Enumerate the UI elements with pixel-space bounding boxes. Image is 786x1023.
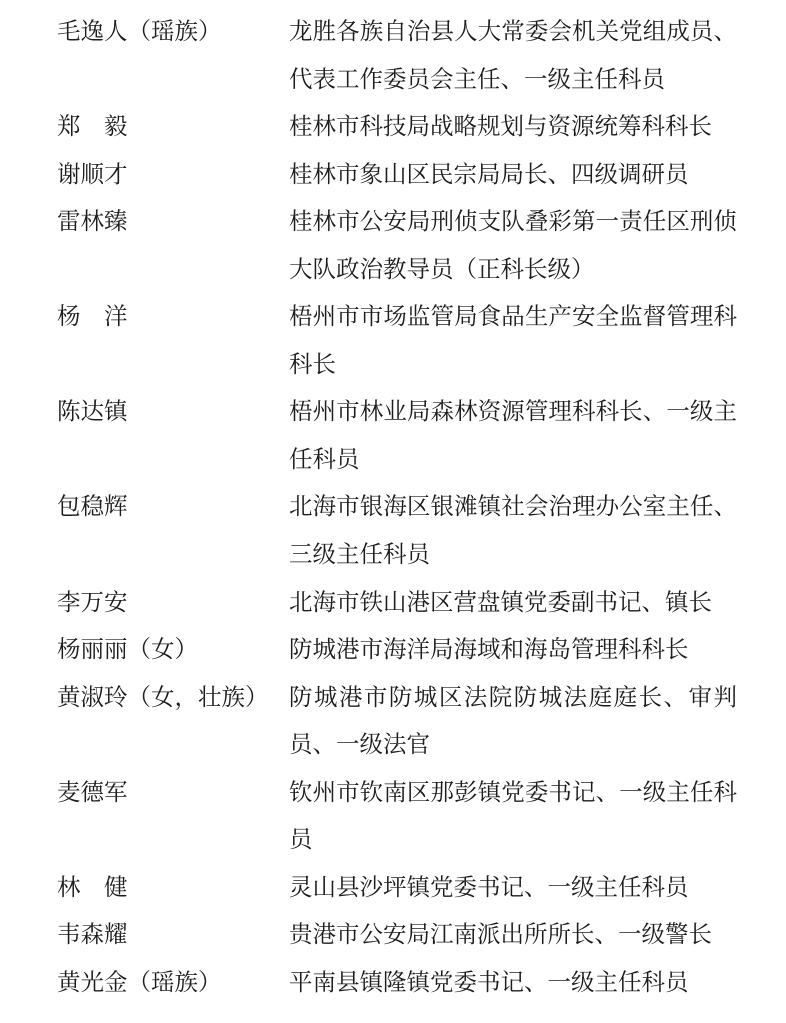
entry-title: 灵山县沙坪镇党委书记、一级主任科员: [289, 874, 689, 901]
entry-title: 贵港市公安局江南派出所所长、一级警长: [289, 922, 712, 949]
list-item: [57, 960, 737, 1008]
list-item: [57, 675, 737, 770]
entry-title: 北海市铁山港区营盘镇党委副书记、镇长: [289, 589, 712, 616]
list-item: [57, 152, 737, 200]
entry-name: 杨丽丽（女）: [57, 637, 198, 664]
list-item: [57, 389, 737, 484]
entry-title: 北海市银海区银滩镇社会治理办公室主任、三级主任科员: [289, 494, 737, 569]
entry-title: 钦州市钦南区那彭镇党委书记、一级主任科员: [289, 779, 737, 854]
entry-title: 防城港市防城区法院防城法庭庭长、审判员、一级法官: [289, 684, 737, 759]
entry-name: 包稳辉: [57, 494, 128, 521]
list-item: [57, 199, 737, 294]
list-item: [57, 484, 737, 579]
entry-name: 毛逸人（瑶族）: [57, 19, 222, 45]
entry-name: 杨 洋: [57, 304, 128, 331]
entry-name: 雷林臻: [57, 209, 128, 236]
entry-name: 麦德军: [57, 779, 128, 806]
entry-title: 梧州市林业局森林资源管理科科长、一级主任科员: [289, 399, 737, 473]
entry-name: 李万安: [57, 589, 128, 616]
list-item: [57, 912, 737, 960]
entry-name: 谢顺才: [57, 161, 128, 188]
entry-title: 梧州市市场监管局食品生产安全监督管理科科长: [289, 304, 737, 378]
entry-name: 郑 毅: [57, 114, 128, 141]
entry-name: 黄淑玲（女，壮族）: [57, 684, 269, 711]
entry-name: 黄光金（瑶族）: [57, 969, 222, 996]
list-item: [57, 104, 737, 152]
entry-title: 桂林市公安局刑侦支队叠彩第一责任区刑侦大队政治教导员（正科长级）: [289, 209, 737, 283]
name-title-list: [57, 9, 737, 1007]
entry-title: 平南县镇隆镇党委书记、一级主任科员: [289, 969, 689, 996]
entry-title: 防城港市海洋局海域和海岛管理科科长: [289, 637, 689, 664]
entry-name: 韦森耀: [57, 922, 128, 949]
entry-title: 桂林市科技局战略规划与资源统筹科科长: [289, 114, 712, 141]
list-item: [57, 770, 737, 865]
list-item: [57, 627, 737, 675]
entry-title: 桂林市象山区民宗局局长、四级调研员: [289, 161, 689, 188]
entry-title: 龙胜各族自治县人大常委会机关党组成员、代表工作委员会主任、一级主任科员: [289, 19, 737, 93]
list-item: [57, 580, 737, 628]
entry-name: 林 健: [57, 874, 128, 901]
list-item: [57, 865, 737, 913]
list-item: [57, 9, 737, 104]
entry-name: 陈达镇: [57, 399, 128, 426]
list-item: [57, 294, 737, 389]
